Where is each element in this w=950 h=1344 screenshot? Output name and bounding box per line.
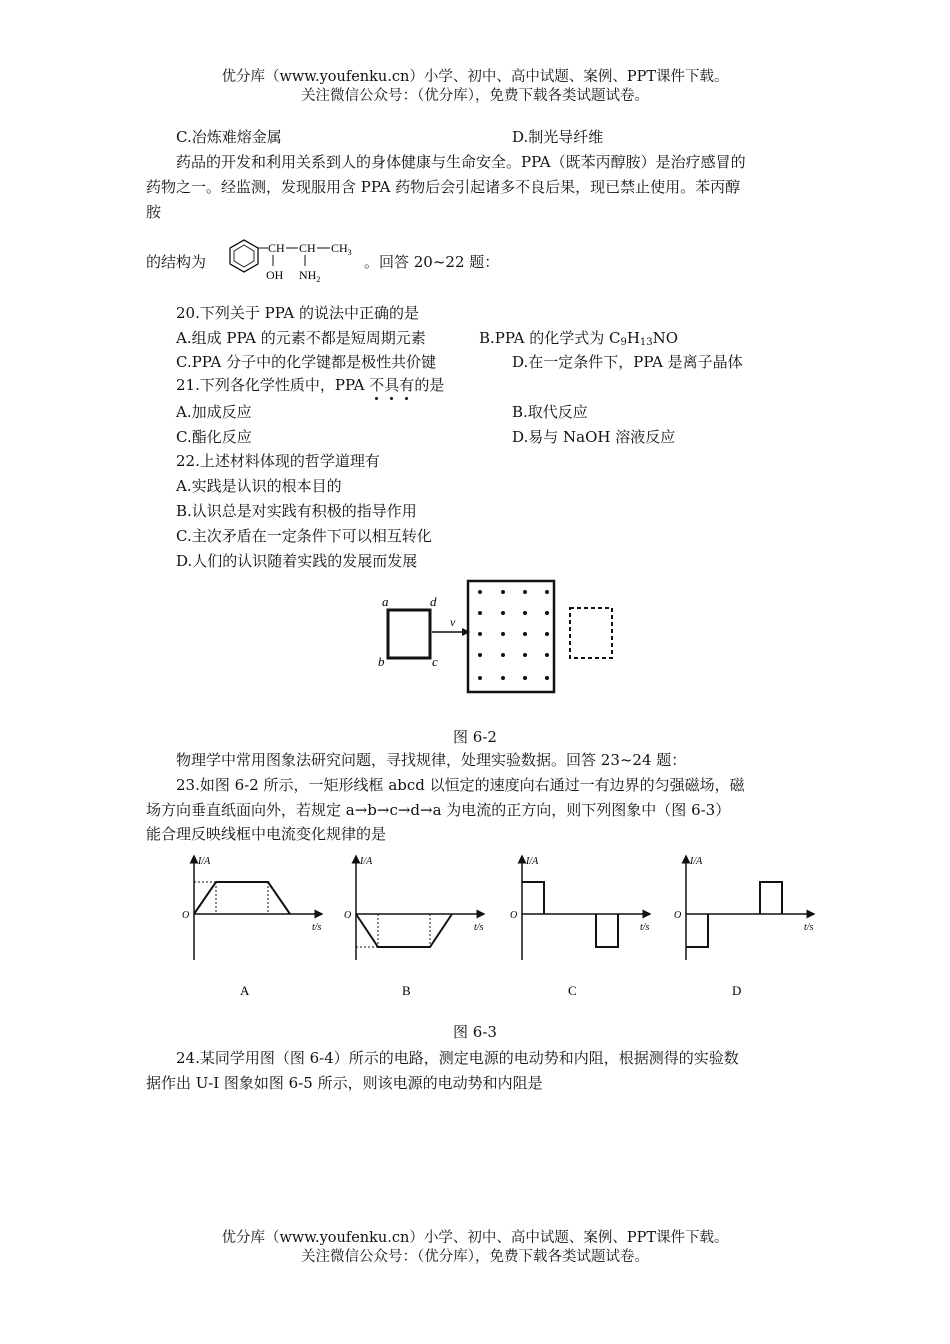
x-axis-label: t/s (804, 922, 814, 933)
q21-stem: 21.下列各化学性质中，PPA 不具有的是 (176, 376, 445, 394)
graph-d (674, 856, 814, 998)
wire-frame-abcd (388, 610, 430, 658)
y-axis-label: I/A (690, 856, 703, 867)
q23-line-3: 能合理反映线框中电流变化规律的是 (146, 825, 387, 843)
ppa-structure-diagram (226, 234, 360, 284)
option-label-d: D (732, 983, 742, 998)
label-v: v (450, 615, 456, 629)
header-line-1: 优分库（www.youfenku.cn）小学、初中、高中试题、案例、PPT课件下载。 (221, 69, 729, 85)
q22-stem: 22.上述材料体现的哲学道理有 (176, 452, 380, 470)
passage2-line-1: 物理学中常用图象法研究问题，寻找规律，处理实验数据。回答 23~24 题： (176, 751, 687, 769)
q21-option-a: A.加成反应 (176, 403, 252, 421)
origin-label: O (344, 910, 352, 921)
passage1-line-2: 药物之一。经监测，发现服用含 PPA 药物后会引起诸多不良后果，现已禁止使用。苯丙醇 (146, 178, 741, 196)
frame-final-position (570, 608, 612, 658)
label-a: a (382, 594, 389, 609)
y-axis-label: I/A (526, 856, 539, 867)
graph-b (344, 856, 484, 998)
graph-c (510, 856, 650, 998)
figure-6-3 (170, 850, 850, 1010)
q22-option-a: A.实践是认识的根本目的 (176, 477, 342, 495)
header-line-2: 关注微信公众号：（优分库），免费下载各类试题试卷。 (301, 88, 649, 104)
label-d: d (430, 594, 437, 609)
emphasized-text: 不具有 (369, 376, 415, 394)
x-axis-label: t/s (312, 922, 322, 933)
option-label-c: C (568, 983, 577, 998)
q22-option-d: D.人们的认识随着实践的发展而发展 (176, 552, 418, 570)
origin-label: O (510, 910, 518, 921)
q23-line-2: 场方向垂直纸面向外，若规定 a→b→c→d→a 为电流的正方向，则下列图象中（图 6-3） (146, 801, 731, 819)
footer-line-2: 关注微信公众号：（优分库），免费下载各类试题试卷。 (301, 1249, 649, 1265)
q20-stem: 20.下列关于 PPA 的说法中正确的是 (176, 304, 420, 322)
q20-option-a: A.组成 PPA 的元素不都是短周期元素 (176, 329, 426, 347)
q24-line-1: 24.某同学用图（图 6-4）所示的电路，测定电源的电动势和内阻，根据测得的实验数 (176, 1049, 739, 1067)
option-label-b: B (402, 983, 411, 998)
passage1-line-3: 胺 (146, 203, 162, 221)
q19-option-d: D.制光导纤维 (512, 128, 604, 146)
figure-6-3-caption: 图 6-3 (453, 1023, 497, 1041)
origin-label: O (674, 910, 682, 921)
graph-a (182, 856, 322, 998)
figure-6-2-caption: 图 6-2 (453, 728, 497, 746)
x-axis-label: t/s (640, 922, 650, 933)
footer-line-1: 优分库（www.youfenku.cn）小学、初中、高中试题、案例、PPT课件下载。 (221, 1230, 729, 1246)
structure-suffix: 。回答 20~22 题： (364, 253, 500, 271)
option-label-a: A (240, 983, 250, 998)
molecule-nh2: $NH_2$ (299, 268, 321, 284)
label-b: b (378, 654, 385, 669)
q20-option-b: B.PPA 的化学式为 $C_9H_{13}NO$ (479, 329, 679, 348)
origin-label: O (182, 910, 190, 921)
q21-option-b: B.取代反应 (512, 403, 588, 421)
q21-option-d: D.易与 NaOH 溶液反应 (512, 428, 676, 446)
molecule-ch-1: CH (268, 241, 285, 255)
q22-option-c: C.主次矛盾在一定条件下可以相互转化 (176, 527, 432, 545)
molecule-ch-2: CH (299, 241, 316, 255)
q20-option-d: D.在一定条件下，PPA 是离子晶体 (512, 353, 743, 371)
field-dots (478, 590, 549, 680)
q22-option-b: B.认识总是对实践有积极的指导作用 (176, 502, 417, 520)
passage1-line-1: 药品的开发和利用关系到人的身体健康与生命安全。PPA（既苯丙醇胺）是治疗感冒的 (176, 153, 746, 171)
q19-option-c: C.冶炼难熔金属 (176, 128, 282, 146)
y-axis-label: I/A (198, 856, 211, 867)
q21-option-c: C.酯化反应 (176, 428, 252, 446)
q20-option-c: C.PPA 分子中的化学键都是极性共价键 (176, 353, 437, 371)
y-axis-label: I/A (360, 856, 373, 867)
q23-line-1: 23.如图 6-2 所示，一矩形线框 abcd 以恒定的速度向右通过一有边界的匀强磁场，磁 (176, 776, 745, 794)
molecule-ch3: $CH_3$ (331, 241, 352, 257)
magnetic-field-region (468, 581, 554, 692)
label-c: c (432, 654, 438, 669)
figure-6-2 (370, 578, 620, 703)
q24-line-2: 据作出 U-I 图象如图 6-5 所示，则该电源的电动势和内阻是 (146, 1074, 543, 1092)
x-axis-label: t/s (474, 922, 484, 933)
structure-prefix: 的结构为 (146, 253, 207, 271)
molecule-oh: OH (266, 268, 284, 282)
